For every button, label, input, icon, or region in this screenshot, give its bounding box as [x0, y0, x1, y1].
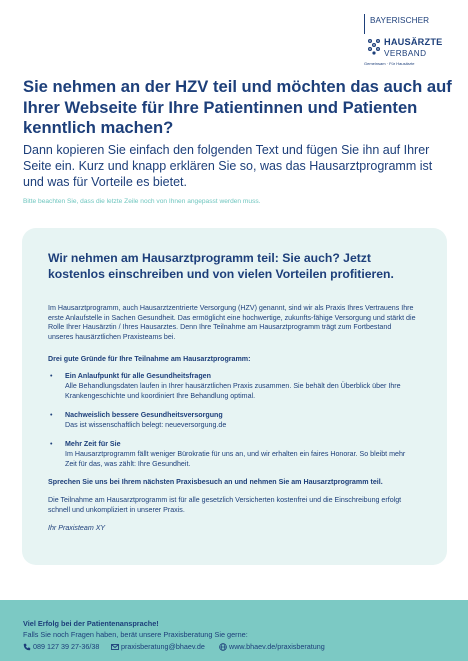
logo-text-line1: BAYERISCHER	[370, 16, 430, 25]
logo-text-line3: VERBAND	[384, 49, 427, 58]
bullet-marker: •	[50, 372, 53, 380]
phone-icon	[23, 643, 31, 651]
reason-title: Ein Anlaufpunkt für alle Gesundheitsfragen	[65, 372, 211, 380]
signature: Ihr Praxisteam XY	[48, 524, 106, 532]
web-link[interactable]: www.bhaev.de/praxisberatung	[229, 642, 325, 651]
logo-text-line2: HAUSÄRZTE	[384, 37, 443, 47]
footer-email[interactable]	[111, 642, 205, 651]
page-headline: Sie nehmen an der HZV teil und möchten das auch auf Ihrer Webseite für Ihre Patientinnen und Patienten kenntlich machen?	[23, 77, 452, 137]
adjustment-note: Bitte beachten Sie, dass die letzte Zeile noch von Ihnen angepasst werden muss.	[23, 198, 261, 205]
bullet-marker: •	[50, 440, 53, 448]
intro-text: Dann kopieren Sie einfach den folgenden Text und fügen Sie ihn auf Ihrer Seite ein. Kurz und knapp erklären Sie so, was das Hausarztprogramm ist und was für Vorteile es bietet.	[23, 143, 433, 189]
footer-phone	[23, 642, 99, 651]
call-to-action: Sprechen Sie uns bei Ihrem nächsten Praxisbesuch an und nehmen Sie am Hausarztprogramm teil.	[48, 478, 383, 486]
email-link[interactable]: praxisberatung@bhaev.de	[121, 642, 205, 651]
logo-tagline: Gemeinsam · Für Hausärzte	[364, 61, 415, 66]
footer-headline: Viel Erfolg bei der Patientenansprache!	[23, 619, 159, 628]
card-title: Wir nehmen am Hausarztprogramm teil: Sie auch? Jetzt kostenlos einschreiben und von vielen Vorteilen profitieren.	[48, 251, 394, 281]
bullet-marker: •	[50, 411, 53, 419]
reason-title: Mehr Zeit für Sie	[65, 440, 121, 448]
reason-text: Im Hausarztprogramm fällt weniger Bürokratie für uns an, und wir erhalten ein faires Honorar. So bleibt mehr Zeit für das, was zählt: Ihre Gesundheit.	[65, 450, 406, 468]
reason-title: Nachweislich bessere Gesundheitsversorgung	[65, 411, 223, 419]
brand-logo	[364, 14, 454, 64]
reason-text: Das ist wissenschaftlich belegt: neueversorgung.de	[65, 421, 227, 429]
card-paragraph: Im Hausarztprogramm, auch Hausarztzentrierte Versorgung (HZV) genannt, sind wir als Praxis Ihres Vertrauens Ihre erste Anlaufstelle in Sachen Gesundheit. Das ermöglicht eine hochwertige, zukunfts-fähige Versorgung und stärkt die Rolle Ihrer Hausärztin / Ihres Hausarztes. Denn Ihre Teilnahme am Hausarztprogramm trägt zum Fortbestand unseres hausärztlichen Praxisteams bei.	[48, 304, 416, 341]
closing-text: Die Teilnahme am Hausarztprogramm ist für alle gesetzlich Versicherten kostenfrei und die Einschreibung erfolgt schnell und unkompliziert in unserer Praxis.	[48, 496, 402, 514]
reason-text: Alle Behandlungsdaten laufen in Ihrer hausärztlichen Praxis zusammen. Sie behält den Überblick über Ihre Krankengeschichte und koordiniert Ihre Behandlung optimal.	[65, 382, 401, 400]
footer-text: Falls Sie noch Fragen haben, berät unsere Praxisberatung Sie gerne:	[23, 630, 248, 639]
globe-icon	[219, 643, 227, 651]
mail-icon	[111, 643, 119, 651]
footer-web[interactable]	[219, 642, 325, 651]
reasons-heading: Drei gute Gründe für Ihre Teilnahme am Hausarztprogramm:	[48, 355, 251, 363]
logo-emblem-icon	[366, 37, 382, 55]
phone-number: 089 127 39 27-36/38	[33, 642, 100, 651]
logo-divider	[364, 14, 365, 34]
